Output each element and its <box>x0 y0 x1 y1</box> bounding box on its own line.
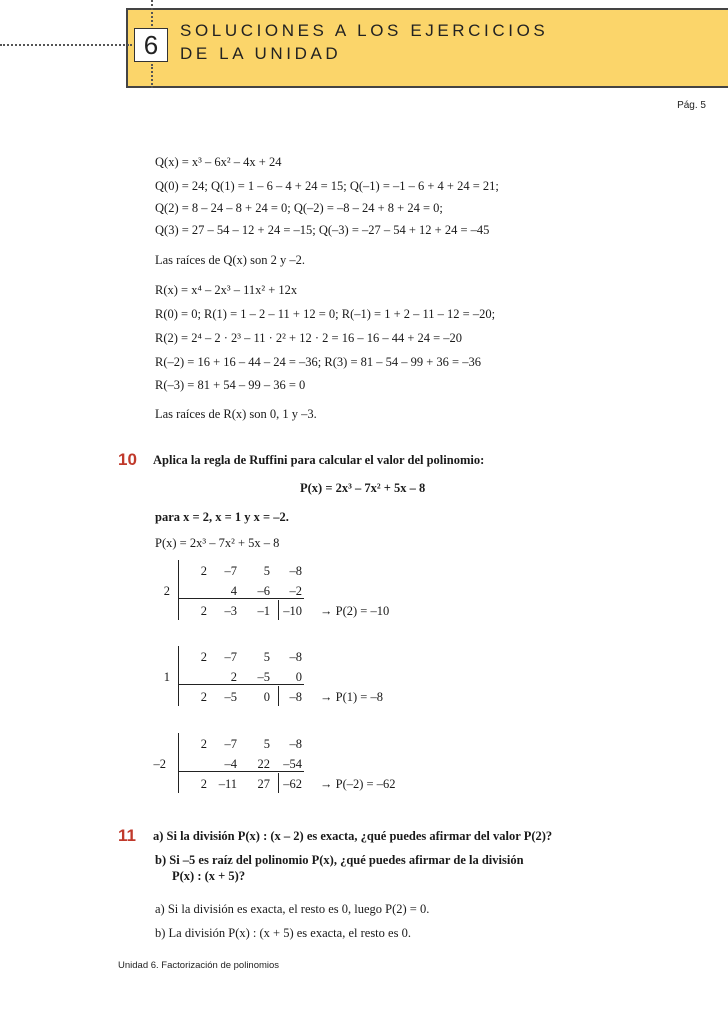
result-coef: 27 <box>257 777 270 791</box>
ruffini-divider <box>178 646 179 706</box>
ruffini-root: 1 <box>163 670 170 684</box>
exercise-11-answer-a: a) Si la división es exacta, el resto es 0, luego P(2) = 0. <box>155 902 430 916</box>
product: 4 <box>230 584 237 598</box>
coef: 5 <box>263 564 270 578</box>
ruffini-result: → P(1) = –8 <box>320 690 383 704</box>
ruffini-table-2 <box>130 646 430 706</box>
footer-unit-label: Unidad 6. Factorización de polinomios <box>118 960 280 971</box>
exercise-11-number: 11 <box>118 826 136 845</box>
header-dotted-rule-vertical <box>151 0 153 26</box>
exercise-10-number: 10 <box>118 450 137 469</box>
result-coef: –5 <box>224 690 237 704</box>
ruffini-root: –2 <box>153 757 166 771</box>
header-dotted-rule-vertical-lower <box>151 64 153 88</box>
unit-number-badge: 6 <box>134 28 168 62</box>
exercise-10-polynomial: P(x) = 2x³ – 7x² + 5x – 8 <box>300 481 426 495</box>
ruffini-result: → P(–2) = –62 <box>320 777 396 791</box>
page-number: Pág. 5 <box>677 100 706 111</box>
result-coef: 0 <box>263 690 270 704</box>
coef: –7 <box>224 564 237 578</box>
coef: –8 <box>289 737 302 751</box>
exercise-11-question-a: a) Si la división P(x) : (x – 2) es exacta, ¿qué puedes afirmar del valor P(2)? <box>153 829 553 843</box>
ruffini-root: 2 <box>163 584 170 598</box>
remainder-box-edge <box>278 773 279 793</box>
coef: –8 <box>289 564 302 578</box>
ruffini-table-1 <box>130 560 430 620</box>
ruffini-result: → P(2) = –10 <box>320 604 390 618</box>
product: –6 <box>257 584 270 598</box>
q-line-1: Q(x) = x³ – 6x² – 4x + 24 <box>155 155 282 169</box>
q-line-3: Q(2) = 8 – 24 – 8 + 24 = 0; Q(–2) = –8 – 24 + 8 + 24 = 0; <box>155 201 443 215</box>
coef: –7 <box>224 737 237 751</box>
result-coef: –3 <box>224 604 237 618</box>
q-roots: Las raíces de Q(x) son 2 y –2. <box>155 253 305 267</box>
product: 22 <box>257 757 270 771</box>
remainder: –62 <box>283 777 302 791</box>
coef: –7 <box>224 650 237 664</box>
remainder-box-edge <box>278 600 279 620</box>
header-title-line2: DE LA UNIDAD <box>180 44 342 63</box>
coef: 2 <box>200 564 207 578</box>
coef: –8 <box>289 650 302 664</box>
result-coef: –1 <box>257 604 270 618</box>
exercise-10-values: para x = 2, x = 1 y x = –2. <box>155 510 289 524</box>
r-line-4: R(–2) = 16 + 16 – 44 – 24 = –36; R(3) = 81 – 54 – 99 + 36 = –36 <box>155 355 481 369</box>
result-coef: 2 <box>200 777 207 791</box>
exercise-11-answer-b: b) La división P(x) : (x + 5) es exacta, el resto es 0. <box>155 926 411 940</box>
coef: 5 <box>263 650 270 664</box>
product: –2 <box>289 584 302 598</box>
ruffini-table-3 <box>130 733 430 793</box>
r-roots: Las raíces de R(x) son 0, 1 y –3. <box>155 407 317 421</box>
exercise-11-question-b: b) Si –5 es raíz del polinomio P(x), ¿qué puedes afirmar de la división <box>155 853 524 867</box>
r-line-1: R(x) = x⁴ – 2x³ – 11x² + 12x <box>155 283 298 297</box>
result-coef: –11 <box>218 777 237 791</box>
ruffini-divider <box>178 560 179 620</box>
product: –5 <box>257 670 270 684</box>
header-title-line1: SOLUCIONES A LOS EJERCICIOS <box>180 21 549 40</box>
ruffini-divider <box>178 733 179 793</box>
result-coef: 2 <box>200 604 207 618</box>
product: 0 <box>295 670 302 684</box>
remainder: –8 <box>289 690 302 704</box>
q-line-4: Q(3) = 27 – 54 – 12 + 24 = –15; Q(–3) = –27 – 54 + 12 + 24 = –45 <box>155 223 490 237</box>
r-line-5: R(–3) = 81 + 54 – 99 – 36 = 0 <box>155 378 306 392</box>
exercise-10-polynomial-restated: P(x) = 2x³ – 7x² + 5x – 8 <box>155 536 280 550</box>
q-line-2: Q(0) = 24; Q(1) = 1 – 6 – 4 + 24 = 15; Q(–1) = –1 – 6 + 4 + 24 = 21; <box>155 179 499 193</box>
coef: 2 <box>200 737 207 751</box>
exercise-11-question-b-cont: P(x) : (x + 5)? <box>172 869 246 883</box>
product: –54 <box>283 757 302 771</box>
exercise-10-statement: Aplica la regla de Ruffini para calcular el valor del polinomio: <box>153 453 485 467</box>
product: 2 <box>230 670 237 684</box>
coef: 2 <box>200 650 207 664</box>
r-line-2: R(0) = 0; R(1) = 1 – 2 – 11 + 12 = 0; R(–1) = 1 + 2 – 11 – 12 = –20; <box>155 307 496 321</box>
coef: 5 <box>263 737 270 751</box>
header-dotted-rule <box>0 44 132 46</box>
r-line-3: R(2) = 2⁴ – 2 · 2³ – 11 · 2² + 12 · 2 = 16 – 16 – 44 + 24 = –20 <box>155 331 463 345</box>
remainder-box-edge <box>278 686 279 706</box>
result-coef: 2 <box>200 690 207 704</box>
product: –4 <box>224 757 237 771</box>
remainder: –10 <box>283 604 302 618</box>
